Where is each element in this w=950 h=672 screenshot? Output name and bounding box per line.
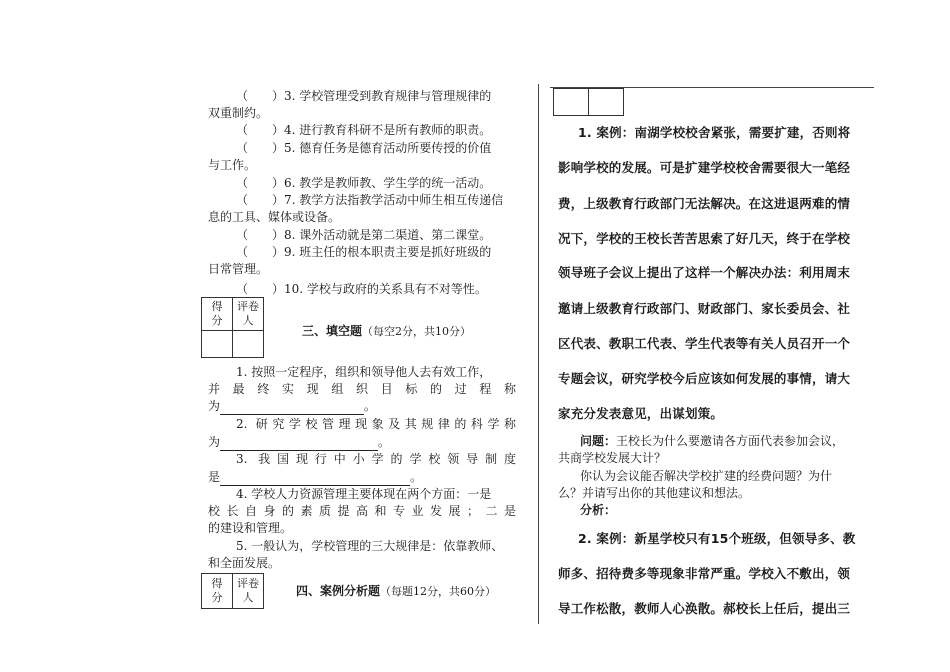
fill-item-3-line2: 是 。: [208, 470, 423, 484]
tf-item-9-cont: 日常管理。: [208, 262, 269, 276]
section-3-title: 三、填空题（每空2分，共10分）: [302, 324, 472, 338]
case-2-line-2: 师多、招待费多等现象非常严重。学校入不敷出，领: [558, 566, 851, 581]
question-line-2: 共商学校发展大计？: [558, 451, 667, 465]
fill-item-4: 4. 学校人力资源管理主要体现在两个方面：一是: [236, 487, 492, 501]
score-box-section-4: [201, 573, 264, 609]
case-1-line-9: 家充分发表意见，出谋划策。: [558, 406, 724, 421]
grader-label-cell: 评卷 人: [233, 298, 264, 331]
tf-item-10: （ ）10. 学校与政府的关系具有不对等性。: [236, 282, 487, 296]
question-line-1: 问题：王校长为什么要邀请各方面代表参加会议，: [580, 434, 845, 448]
answer-blank[interactable]: [220, 472, 410, 486]
answer-bracket[interactable]: （ ）: [236, 89, 285, 103]
question-line-3: 你认为会议能否解决学校扩建的经费问题？为什: [580, 469, 833, 483]
answer-bracket[interactable]: （ ）: [236, 245, 285, 259]
answer-bracket[interactable]: （ ）: [236, 228, 285, 242]
grader-entry-cell[interactable]: [589, 89, 624, 116]
case-2-line-3: 导工作松散，教师人心涣散。郝校长上任后，提出三: [558, 601, 851, 616]
tf-item-6: （ ）6. 教学是教师教、学生学的统一活动。: [236, 176, 492, 190]
score-label-cell: 得 分: [202, 298, 233, 331]
case-1-line-4: 况下，学校的王校长苦苦思索了好几天，终于在学校: [558, 231, 851, 246]
fill-item-1: 1. 按照一定程序，组织和领导他人去有效工作，: [236, 365, 492, 379]
tf-item-9: （ ）9. 班主任的根本职责主要是抓好班级的: [236, 245, 492, 259]
answer-bracket[interactable]: （ ）: [236, 176, 285, 190]
answer-bracket[interactable]: （ ）: [236, 193, 285, 207]
tf-item-4: （ ）4. 进行教育科研不是所有教师的职责。: [236, 123, 492, 137]
case-1-line-8: 专题会议，研究学校今后应该如何发展的事情，请大: [558, 371, 851, 386]
case-1-line-1: 1. 案例：南湖学校校舍紧张，需要扩建，否则将: [578, 125, 851, 140]
fill-item-4-line3: 的建设和管理。: [208, 521, 293, 535]
score-entry-cell[interactable]: [554, 89, 589, 116]
case-1-line-3: 费，上级教育行政部门无法解决。在这进退两难的情: [558, 196, 851, 211]
tf-item-5-cont: 与工作。: [208, 158, 257, 172]
question-line-4: 么？并请写出你的其他建议和想法。: [558, 486, 751, 500]
tf-item-3: （ ）3. 学校管理受到教育规律与管理规律的: [236, 89, 492, 103]
case-2-line-1: 2. 案例：新星学校只有15个班级，但领导多、教: [578, 531, 856, 546]
fill-item-1-line3: 为 。: [208, 399, 377, 413]
score-label-cell: 得 分: [202, 574, 233, 609]
answer-bracket[interactable]: （ ）: [236, 123, 285, 137]
column-divider: [538, 84, 539, 624]
answer-blank[interactable]: [220, 401, 364, 415]
answer-blank[interactable]: [220, 437, 378, 451]
section-4-title: 四、案例分析题（每题12分，共60分）: [296, 584, 497, 598]
tf-item-7: （ ）7. 教学方法指教学活动中师生相互传递信: [236, 193, 504, 207]
right-score-box: [553, 88, 624, 116]
fill-item-4-line2: 校长自身的素质提高和专业发展；二是: [208, 504, 516, 518]
case-1-line-6: 邀请上级教育行政部门、财政部门、家长委员会、社: [558, 301, 851, 316]
tf-item-5: （ ）5. 德育任务是德育活动所要传授的价值: [236, 141, 492, 155]
score-box-section-3: [201, 297, 264, 358]
analysis-label: 分析：: [580, 503, 617, 517]
fill-item-5: 5. 一般认为，学校管理的三大规律是：依靠教师、: [236, 539, 504, 553]
fill-item-2-line2: 为 。: [208, 435, 391, 449]
fill-item-1-line2: 并最终实现组织目标的过程称: [208, 382, 516, 396]
fill-item-5-line2: 和全面发展。: [208, 556, 281, 570]
score-entry-cell[interactable]: [202, 331, 233, 358]
answer-bracket[interactable]: （ ）: [236, 141, 285, 155]
case-1-line-2: 影响学校的发展。可是扩建学校校舍需要很大一笔经: [558, 160, 851, 175]
fill-item-2: 2. 研究学校管理现象及其规律的科学称: [236, 417, 516, 431]
answer-bracket[interactable]: （ ）: [236, 282, 285, 296]
tf-item-8: （ ）8. 课外活动就是第二渠道、第二课堂。: [236, 228, 492, 242]
tf-item-7-cont: 息的工具、媒体或设备。: [208, 210, 341, 224]
grader-label-cell: 评卷 人: [233, 574, 264, 609]
tf-item-3-cont: 双重制约。: [208, 106, 269, 120]
fill-item-3: 3. 我国现行中小学的学校领导制度: [236, 452, 516, 466]
grader-entry-cell[interactable]: [233, 331, 264, 358]
case-1-line-5: 领导班子会议上提出了这样一个解决办法：利用周末: [558, 265, 851, 280]
case-1-line-7: 区代表、教职工代表、学生代表等有关人员召开一个: [558, 336, 851, 351]
